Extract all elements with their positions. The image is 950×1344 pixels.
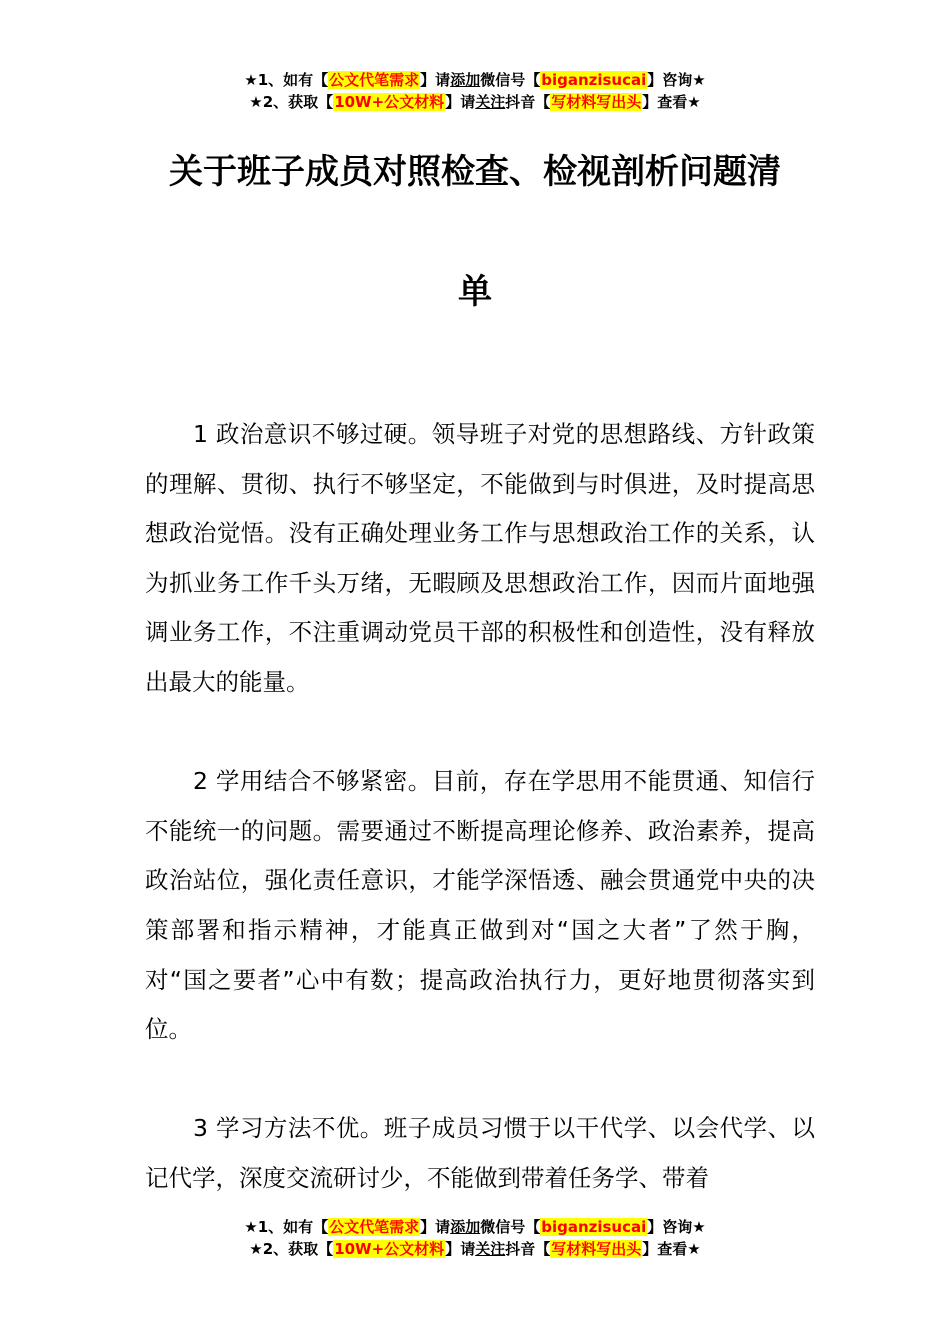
highlight-service: 公文代笔需求 [329, 71, 420, 89]
header-banner-line1: ★1、如有【公文代笔需求】请添加微信号【biganzisucai】咨询★ [244, 71, 706, 89]
footer-banner-line1: ★1、如有【公文代笔需求】请添加微信号【biganzisucai】咨询★ [244, 1218, 706, 1236]
document-title-line2: 单 [458, 272, 492, 312]
header-banner [0, 69, 950, 113]
paragraph-3: 3 学习方法不优。班子成员习惯于以干代学、以会代学、以记代学，深度交流研讨少，不能做到带着任务学、带着 [145, 1114, 815, 1192]
paragraph-2: 2 学用结合不够紧密。目前，存在学思用不能贯通、知信行不能统一的问题。需要通过不断提高理论修养、政治素养，提高政治站位，强化责任意识，才能学深悟透、融会贯通党中央的决策部署和指示精神，才能真正做到对“国之大者”了然于胸，对“国之要者”心中有数；提高政治执行力，更好地贯彻落实到位。 [145, 767, 815, 1044]
document-body [145, 410, 815, 1253]
paragraph-1: 1 政治意识不够过硬。领导班子对党的思想路线、方针政策的理解、贯彻、执行不够坚定，不能做到与时俱进，及时提高思想政治觉悟。没有正确处理业务工作与思想政治工作的关系，认为抓业务工作千头万绪，无暇顾及思想政治工作，因而片面地强调业务工作，不注重调动党员干部的积极性和创造性，没有释放出最大的能量。 [145, 420, 815, 696]
footer-banner-line2: ★2、获取【10W+公文材料】请关注抖音【写材料写出头】查看★ [249, 1240, 701, 1258]
document-title-line1: 关于班子成员对照检查、检视剖析问题清 [169, 152, 781, 192]
header-banner-line2: ★2、获取【10W+公文材料】请关注抖音【写材料写出头】查看★ [249, 93, 701, 111]
highlight-wechat-id: biganzisucai [541, 71, 647, 89]
highlight-douyin-account: 写材料写出头 [551, 1240, 642, 1258]
highlight-wechat-id: biganzisucai [541, 1218, 647, 1236]
footer-banner [0, 1216, 950, 1260]
highlight-materials: 10W+公文材料 [334, 1240, 445, 1258]
highlight-douyin-account: 写材料写出头 [551, 93, 642, 111]
highlight-materials: 10W+公文材料 [334, 93, 445, 111]
highlight-service: 公文代笔需求 [329, 1218, 420, 1236]
